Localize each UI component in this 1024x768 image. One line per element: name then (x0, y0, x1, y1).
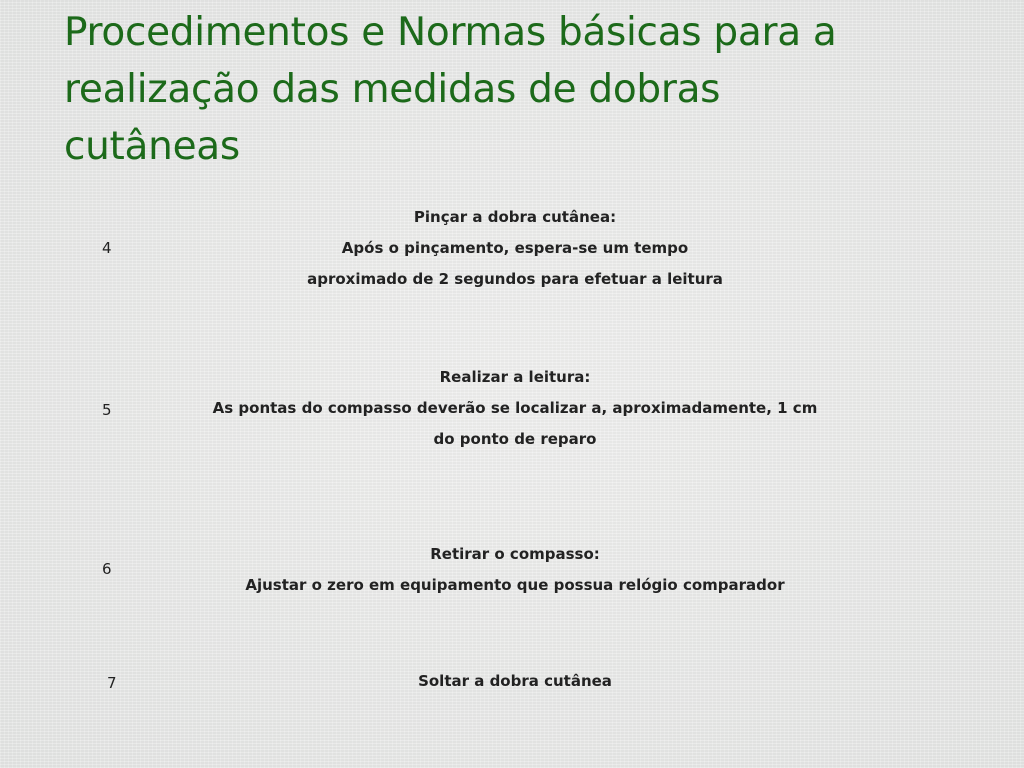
step-content (150, 202, 880, 295)
step-heading: Retirar o compasso: (430, 545, 600, 563)
title-line: realização das medidas de dobras (64, 67, 721, 112)
step-heading: Realizar a leitura: (439, 368, 591, 386)
step-number: 6 (102, 560, 112, 578)
step-line: As pontas do compasso deverão se localizar a, aproximadamente, 1 cm (212, 399, 818, 417)
step-number: 7 (107, 674, 117, 692)
step-content (150, 666, 880, 697)
step-number: 5 (102, 401, 112, 419)
step-line: do ponto de reparo (433, 430, 597, 448)
step-number: 4 (102, 239, 112, 257)
title-line: Procedimentos e Normas básicas para a (64, 10, 837, 55)
step-heading: Soltar a dobra cutânea (418, 672, 612, 690)
title-line: cutâneas (64, 124, 240, 169)
step-heading: Pinçar a dobra cutânea: (413, 208, 617, 226)
step-line: Ajustar o zero em equipamento que possua relógio comparador (245, 576, 785, 594)
step-content (150, 539, 880, 601)
step-line: Após o pinçamento, espera-se um tempo (341, 239, 689, 257)
step-line: aproximado de 2 segundos para efetuar a leitura (307, 270, 723, 288)
slide-title (64, 4, 984, 175)
step-content (150, 362, 880, 455)
